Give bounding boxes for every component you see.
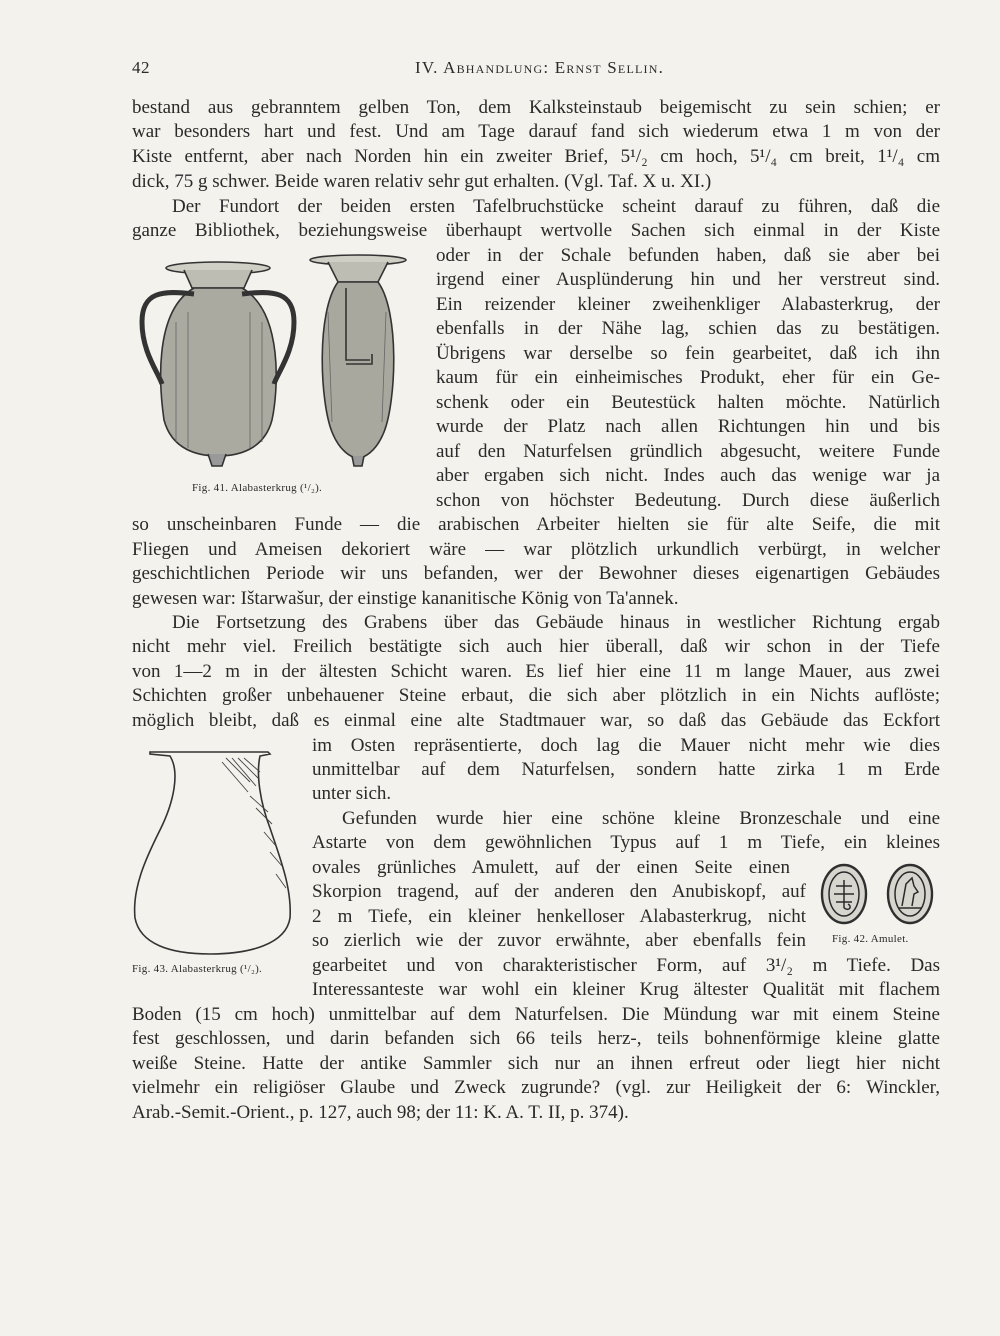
fig41-caption: Fig. 41. Alabasterkrug (¹/₂).	[192, 482, 323, 494]
text-line: unmittelbar auf dem Naturfelsen, sondern hatte zirka 1 m Erde	[312, 759, 940, 780]
text-line: dick, 75 g schwer. Beide waren relativ sehr gut erhalten. (Vgl. Taf. X u. XI.)	[132, 171, 712, 192]
text-line: oder in der Schale befunden haben, daß sie aber bei	[436, 245, 940, 266]
text-line: auf den Naturfelsen gründlich abgesucht, weitere Funde	[436, 441, 940, 462]
fig42-caption: Fig. 42. Amulet.	[832, 933, 909, 945]
text-line: Fliegen und Ameisen dekoriert wäre — war plötzlich urkundlich verbürgt, in welcher	[132, 539, 940, 560]
text-line: weiße Steine. Hatte der antike Sammler sich nur an ihnen erfreut oder liegt hier nicht	[132, 1053, 940, 1074]
fig42-amulet-illustration	[816, 862, 934, 930]
text-line: im Osten repräsentierte, doch lag die Mauer nicht mehr wie dies	[312, 735, 940, 756]
text-line: aber ergaben sich nicht. Indes auch das wenige war ja	[436, 465, 940, 486]
text-line: 2 m Tiefe, ein kleiner henkelloser Alabasterkrug, nicht	[312, 906, 806, 927]
text-line: Skorpion tragend, auf der anderen den Anubiskopf, auf	[312, 881, 806, 902]
text-line: Der Fundort der beiden ersten Tafelbruchstücke scheint darauf zu führen, daß die	[172, 196, 940, 217]
text-line: war besonders hart und fest. Und am Tage darauf fand sich wiederum etwa 1 m von der	[132, 121, 940, 142]
text-line: Gefunden wurde hier eine schöne kleine Bronzeschale und eine	[342, 808, 940, 829]
text-line: kaum für ein einheimisches Produkt, eher für ein Ge-	[436, 367, 940, 388]
text-line: ebenfalls in der Nähe lag, schien das zu bestätigen.	[436, 318, 940, 339]
text-line: schon von höchster Bedeutung. Durch diese äußerlich	[436, 490, 940, 511]
text-line: fest geschlossen, und darin befanden sich 66 teils herz-, teils bohnenförmige kleine glatte	[132, 1028, 940, 1049]
text-line: bestand aus gebranntem gelben Ton, dem Kalksteinstaub beigemischt zu sein schien; er	[132, 97, 940, 118]
text-line: ganze Bibliothek, beziehungsweise überhaupt wertvolle Sachen sich einmal in der Kiste	[132, 220, 940, 241]
text-line: ovales grünliches Amulett, auf der einen Seite einen	[312, 857, 790, 878]
page-number: 42	[132, 58, 150, 77]
text-line: möglich bleibt, daß es einmal eine alte Stadtmauer war, so daß das Gebäude das Eckfort	[132, 710, 940, 731]
text-line: Ein reizender kleiner zweihenkliger Alabasterkrug, der	[436, 294, 940, 315]
text-line: Schichten großer unbehauener Steine erbaut, die sich aber plötzlich in ein Nichts auflöste;	[132, 685, 940, 706]
text-line: Arab.-Semit.-Orient., p. 127, auch 98; der 11: K. A. T. II, p. 374).	[132, 1102, 629, 1123]
fig43-caption: Fig. 43. Alabasterkrug (¹/₂).	[132, 963, 263, 975]
text-line: Die Fortsetzung des Grabens über das Gebäude hinaus in westlicher Richtung ergab	[172, 612, 940, 633]
text-line: wurde der Platz nach allen Richtungen hin und bis	[436, 416, 940, 437]
text-line: Kiste entfernt, aber nach Norden hin ein zweiter Brief, 5¹/₂ cm hoch, 5¹/₄ cm breit, 1¹/₄ cm	[132, 146, 940, 167]
text-line: vielmehr ein religiöser Glaube und Zweck zugrunde? (vgl. zur Heiligkeit der 6: Winckler,	[132, 1077, 940, 1098]
text-line: unter sich.	[312, 783, 392, 804]
text-line: so unscheinbaren Funde — die arabischen Arbeiter hielten sie für alte Seife, die mit	[132, 514, 940, 535]
text-line: gewesen war: Ištarwašur, der einstige kananitische König von Ta'annek.	[132, 588, 679, 609]
text-line: Interessanteste war wohl ein kleiner Krug ältester Qualität mit flachem	[312, 979, 940, 1000]
text-line: Boden (15 cm hoch) unmittelbar auf dem Naturfelsen. Die Mündung war mit einem Steine	[132, 1004, 940, 1025]
text-line: Astarte von dem gewöhnlichen Typus auf 1 m Tiefe, ein kleines	[312, 832, 940, 853]
text-line: geschichtlichen Periode wir uns befanden, wer der Bewohner dieses eigenartigen Gebäudes	[132, 563, 940, 584]
text-line: Übrigens war derselbe so fein gearbeitet, daß ich ihn	[436, 343, 940, 364]
fig43-alabaster-jug-illustration	[130, 748, 300, 958]
fig41-alabaster-jug-illustration	[132, 252, 428, 478]
text-line: schenk oder ein Beutestück halten möchte. Natürlich	[436, 392, 940, 413]
text-line: so zierlich wie der zuvor erwähnte, aber ebenfalls fein	[312, 930, 806, 951]
text-line: gearbeitet und von charakteristischer Form, auf 3¹/₂ m Tiefe. Das	[312, 955, 940, 976]
text-line: irgend einer Ausplünderung hin und her verstreut sind.	[436, 269, 940, 290]
text-line: von 1—2 m in der ältesten Schicht waren. Es lief hier eine 11 m lange Mauer, aus zwei	[132, 661, 940, 682]
running-head: IV. Abhandlung: Ernst Sellin.	[415, 58, 665, 77]
text-line: nicht mehr viel. Freilich bestätigte sich auch hier überall, daß wir schon in der Tiefe	[132, 636, 940, 657]
